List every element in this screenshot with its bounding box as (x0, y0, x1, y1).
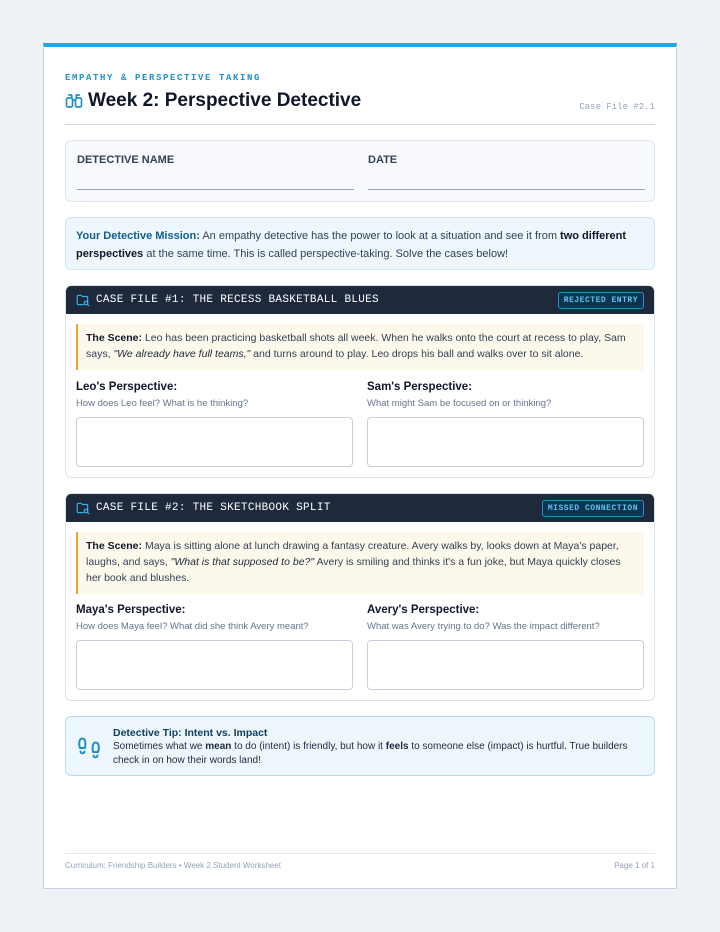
tip-text: Sometimes what we (113, 741, 206, 752)
mission-emphasis: two different perspectives (76, 230, 627, 260)
perspective-title: Leo's Perspective: (76, 381, 178, 393)
header-divider (65, 124, 655, 125)
scene-label: The Scene: (86, 332, 143, 344)
mission-text-end: at the same time. This is called perspective-taking. Solve the cases below! (143, 248, 509, 260)
scene-label: The Scene: (86, 540, 143, 552)
scene-quote: "What is that supposed to be?" (170, 556, 315, 568)
date-label: DATE (368, 154, 398, 166)
detective-tip (65, 716, 655, 776)
leo-perspective (76, 381, 353, 409)
name-date-box (65, 140, 655, 202)
leo-answer-box[interactable] (76, 417, 353, 467)
date-field[interactable] (368, 189, 645, 190)
maya-answer-box[interactable] (76, 640, 353, 690)
case-header (66, 286, 654, 314)
scene-box (76, 532, 644, 594)
tip-emphasis-mean: mean (205, 741, 232, 752)
folder-search-icon (76, 501, 90, 515)
scene-text: Maya is sitting alone at lunch drawing a fantasy creature. Avery walks by, looks down at Maya's paper, laughs, and says, (86, 540, 619, 568)
maya-perspective (76, 604, 353, 632)
tip-text: to someone else (impact) is hurtful. True builders check in on how their words land! (113, 741, 628, 766)
perspective-prompt: How does Leo feel? What is he thinking? (76, 398, 249, 409)
avery-answer-box[interactable] (367, 640, 644, 690)
case-title: CASE FILE #2: THE SKETCHBOOK SPLIT (96, 502, 331, 514)
case-badge: REJECTED ENTRY (558, 292, 644, 309)
perspective-prompt: What might Sam be focused on or thinking? (367, 398, 552, 409)
mission-callout (65, 217, 655, 270)
tip-text: to do (intent) is friendly, but how it (231, 741, 386, 752)
kicker-label: EMPATHY & PERSPECTIVE TAKING (65, 73, 262, 83)
case-title: CASE FILE #1: THE RECESS BASKETBALL BLUES (96, 294, 379, 306)
case-file-2 (65, 493, 655, 701)
folder-search-icon (76, 293, 90, 307)
case-file-1 (65, 285, 655, 478)
scene-quote: "We already have full teams," (113, 348, 251, 360)
avery-perspective (367, 604, 644, 632)
perspective-title: Maya's Perspective: (76, 604, 186, 616)
footer-page-number: Page 1 of 1 (614, 861, 655, 870)
tip-emphasis-feels: feels (385, 741, 409, 752)
title-row (65, 90, 361, 112)
case-header (66, 494, 654, 522)
mission-lead: Your Detective Mission: (76, 230, 200, 242)
worksheet-page (43, 43, 677, 889)
mission-text: An empathy detective has the power to look at a situation and see it from (199, 230, 561, 242)
detective-name-label: DETECTIVE NAME (77, 154, 175, 166)
sam-answer-box[interactable] (367, 417, 644, 467)
scene-box (76, 324, 644, 370)
case-badge: MISSED CONNECTION (542, 500, 644, 517)
sam-perspective (367, 381, 644, 409)
perspective-title: Avery's Perspective: (367, 604, 480, 616)
scene-text: Leo has been practicing basketball shots all week. When he walks onto the court at recess to play, Sam says, (86, 332, 626, 360)
detective-name-field[interactable] (77, 189, 354, 190)
footer-divider (65, 853, 655, 854)
perspective-title: Sam's Perspective: (367, 381, 473, 393)
perspective-prompt: What was Avery trying to do? Was the impact different? (367, 621, 600, 632)
scene-text-end: and turns around to play. Leo drops his ball and walks over to sit alone. (250, 348, 584, 360)
perspective-prompt: How does Maya feel? What did she think Avery meant? (76, 621, 309, 632)
scene-text-end: Avery is smiling and thinks it's a fun joke, but Maya quickly closes her book and blushes. (86, 556, 621, 584)
footprints-icon (76, 733, 102, 761)
tip-body (113, 740, 638, 768)
tip-title: Detective Tip: Intent vs. Impact (113, 727, 268, 739)
binoculars-icon (65, 92, 83, 110)
footer-curriculum: Curriculum: Friendship Builders • Week 2 Student Worksheet (65, 861, 281, 870)
case-file-id: Case File #2.1 (579, 102, 655, 112)
page-title: Week 2: Perspective Detective (88, 90, 362, 111)
